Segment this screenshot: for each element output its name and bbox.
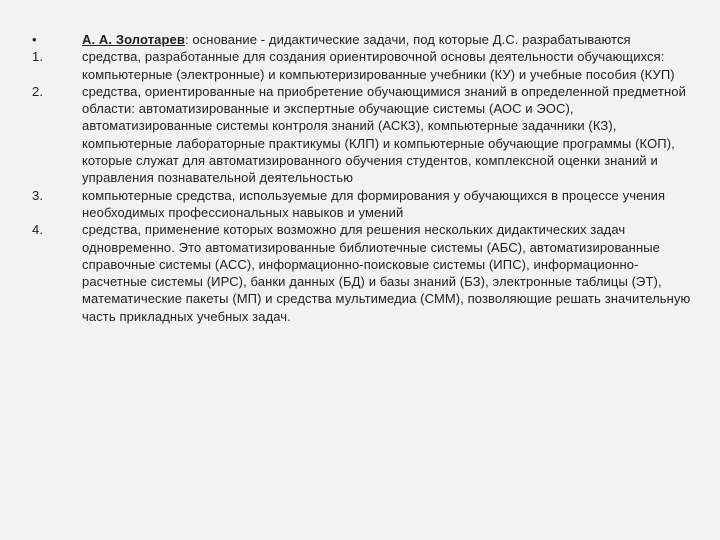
- list-number: 4.: [32, 222, 44, 238]
- list-item-2: [32, 83, 692, 187]
- list-item-text: [82, 31, 692, 48]
- intro-text: : основание - дидактические задачи, под которые Д.С. разрабатываются: [184, 32, 631, 47]
- list-item-intro: [32, 31, 692, 48]
- list-item-text: средства, применение которых возможно для решения нескольких дидактических задач одновременно. Это автоматизированные библиотечные системы (АБС), автоматизированные справочные системы (АСС), информационно-поисковые системы (ИПС), информационно-расчетные системы (ИРС), банки данных (БД) и базы знаний (БЗ), электронные таблицы (ЭТ), математические пакеты (МП) и средства мультимедиа (СММ), позволяющие решать значительную часть прикладных учебных задач.: [82, 222, 691, 324]
- author-name: А. А. Золотарев: [82, 32, 185, 47]
- list-item-3: [32, 187, 692, 222]
- list-item-text: средства, ориентированные на приобретение обучающимися знаний в определенной предметной области: автоматизированные и экспертные обучающие системы (АОС и ЭОС), автоматизированные системы контроля знаний (АСКЗ), компьютерные задачники (КЗ), компьютерные лабораторные практикумы (КЛП) и компьютерные обучающие программы (КОП), которые служат для автоматизированного обучения студентов, комплексной оценки знаний и управления познавательной деятельностью: [82, 83, 686, 186]
- list-item-4: [32, 221, 692, 325]
- list-number: 3.: [32, 187, 44, 203]
- list-item-text: средства, разработанные для создания ориентировочной основы деятельности обучающихся: компьютерные (электронные) и компьютеризированные учебники (КУ) и учебные пособия (КУП): [82, 49, 675, 82]
- content-list: [32, 31, 692, 325]
- list-item-text: компьютерные средства, используемые для формирования у обучающихся в процессе учения необходимых профессиональных навыков и умений: [82, 187, 666, 220]
- list-item-1: [32, 48, 692, 83]
- bullet-marker: •: [32, 32, 37, 47]
- list-number: 2.: [32, 83, 44, 99]
- list-number: 1.: [32, 49, 44, 65]
